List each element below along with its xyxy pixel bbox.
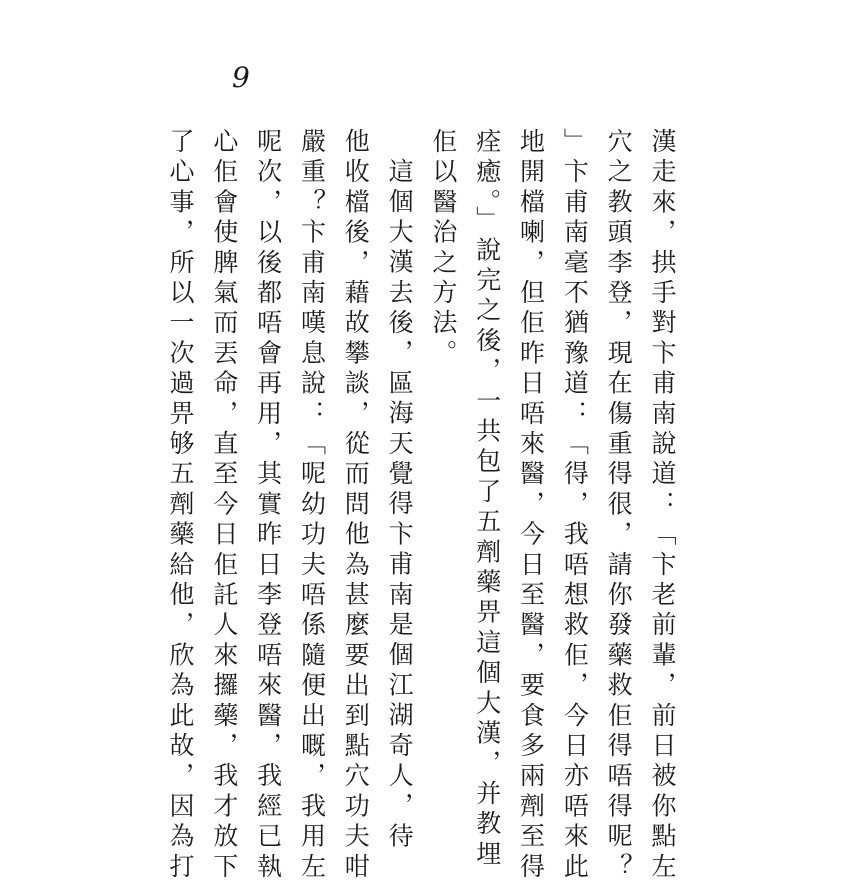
vertical-text-block [165, 128, 677, 883]
text-column-10: 呢次，以後都唔會再用，其實昨日李登唔來醫，我經已執 [253, 128, 283, 883]
text-column-2: 穴之教頭李登，現在傷重得很，請你發藥救佢得唔得呢？ [604, 128, 634, 883]
page-number: 9 [232, 61, 250, 94]
text-column-8: 他收檔後，藉故攀談，從而問他為甚麼要出到點穴功夫咁 [341, 128, 371, 883]
text-column-4: 地開檔喇，但佢昨日唔來醫，今日至醫，要食多兩劑至得 [516, 128, 546, 883]
text-column-11: 心佢會使脾氣而丟命，直至今日佢託人來攞藥，我才放下 [209, 128, 239, 883]
text-column-1: 漢走來，拱手對卞甫南說道：「卞老前輩，前日被你點左 [647, 128, 677, 883]
text-column-6: 佢以醫治之方法。 [428, 128, 458, 370]
text-column-7: 這個大漢去後，區海天覺得卞甫南是個江湖奇人，待 [385, 158, 415, 853]
text-column-12: 了心事，所以一次過畀够五劑藥給他，欣為此故，因為打 [166, 128, 195, 883]
text-column-3: 」卞甫南毫不猶豫道：「得，我唔想救佢，今日亦唔來此 [560, 128, 590, 883]
text-column-5: 痊癒。」說完之後，一共包了五劑藥畀這個大漢，并教埋 [472, 128, 502, 871]
text-column-9: 嚴重？卞甫南嘆息說：「呢幼功夫唔係隨便出嘅，我用左 [297, 128, 327, 883]
